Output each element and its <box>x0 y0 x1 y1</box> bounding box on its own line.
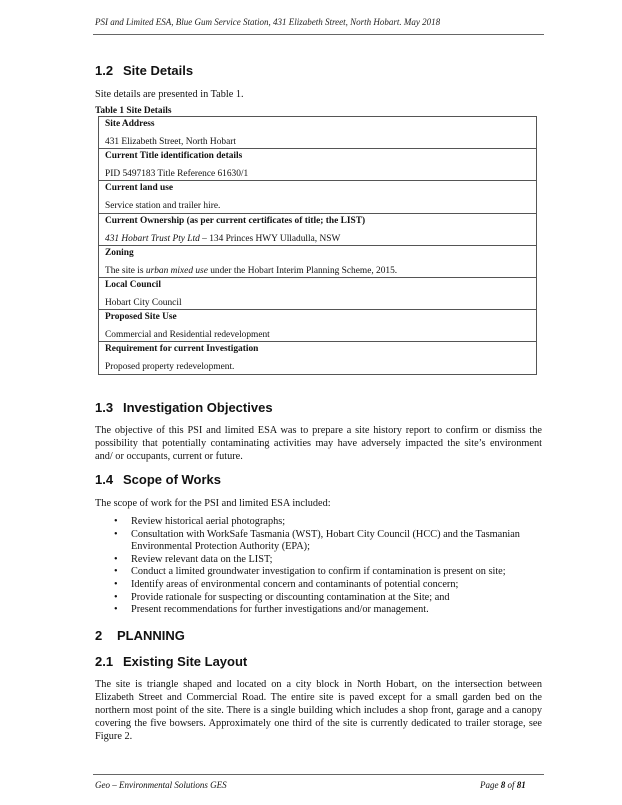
site-details-table <box>98 116 537 375</box>
table-row <box>99 149 537 181</box>
row-value: PID 5497183 Title Reference 61630/1 <box>105 169 249 180</box>
zoning-type: urban mixed use <box>145 265 208 276</box>
footer-rule <box>93 774 544 775</box>
heading-site-details <box>95 63 193 78</box>
zoning-post: under the Hobart Interim Planning Scheme, 2015. <box>207 265 398 276</box>
table-row <box>99 181 537 213</box>
section-number: 1.2 <box>95 63 114 78</box>
site-layout-paragraph: The site is triangle shaped and located on a city block in North Hobart, on the intersection between Elizabeth Street and Commercial Road. The entire site is paved except for a small garden bed on the northern most point of the site. There is a single building which includes a shop front, garage and a canopy covering the five bowsers. Approximately one third of the site is currently dedicated to trailer storage, see Figure 2. <box>95 679 542 742</box>
site-details-intro: Site details are presented in Table 1. <box>95 89 244 100</box>
page-current: 8 <box>500 780 506 790</box>
heading-investigation-objectives <box>95 400 273 415</box>
row-value: Commercial and Residential redevelopment <box>105 330 270 341</box>
scope-intro: The scope of work for the PSI and limited ESA included: <box>95 498 331 509</box>
section-number: 1.4 <box>95 472 114 487</box>
section-number: 2.1 <box>95 654 114 669</box>
section-number: 1.3 <box>95 400 114 415</box>
bullet-icon: • <box>114 553 118 565</box>
list-item-text: Present recommendations for further investigations and/or management. <box>131 604 429 616</box>
page-of: of <box>505 780 517 790</box>
zoning-pre: The site is <box>105 265 146 276</box>
bullet-icon: • <box>114 516 118 527</box>
bullet-icon: • <box>114 591 118 603</box>
bullet-icon: • <box>114 566 118 578</box>
list-item <box>113 516 543 529</box>
row-label: Site Address <box>105 119 155 129</box>
list-item <box>113 529 543 554</box>
scope-bullet-list <box>113 516 543 617</box>
heading-existing-site-layout <box>95 654 247 669</box>
row-label: Requirement for current Investigation <box>105 344 259 355</box>
table-row <box>99 310 537 342</box>
section-number: 2 <box>95 628 103 643</box>
section-title: PLANNING <box>117 628 185 643</box>
row-label: Proposed Site Use <box>105 312 177 323</box>
table-caption: Table 1 Site Details <box>95 106 172 116</box>
heading-scope-of-works <box>95 472 221 487</box>
bullet-icon: • <box>114 604 118 616</box>
list-item <box>113 604 543 617</box>
table-row <box>99 245 537 277</box>
section-title: Site Details <box>123 63 194 78</box>
list-item-text: Conduct a limited groundwater investigation to confirm if contamination is present on site; <box>131 566 506 578</box>
row-label: Current Title identification details <box>105 151 243 162</box>
list-item-text: Review relevant data on the LIST; <box>131 553 273 565</box>
row-label: Current land use <box>105 183 174 194</box>
list-item-text: Review historical aerial photographs; <box>131 516 286 527</box>
row-label: Zoning <box>105 247 134 258</box>
table-row <box>99 213 537 245</box>
list-item-text: Provide rationale for suspecting or discounting contamination at the Site; and <box>131 591 450 603</box>
list-item-text: Consultation with WorkSafe Tasmania (WST), Hobart City Council (HCC) and the Tasmanian Environmental Protection Authority (EPA); <box>131 528 520 553</box>
section-title: Investigation Objectives <box>123 400 273 415</box>
row-value: Proposed property redevelopment. <box>105 362 235 373</box>
bullet-icon: • <box>114 578 118 590</box>
running-header: PSI and Limited ESA, Blue Gum Service Station, 431 Elizabeth Street, North Hobart. May 2018 <box>95 17 441 27</box>
page-total: 81 <box>516 780 526 790</box>
footer-page-number <box>480 780 526 790</box>
bullet-icon: • <box>114 528 118 540</box>
page-prefix: Page <box>480 780 501 790</box>
header-rule <box>93 34 544 35</box>
row-label: Current Ownership (as per current certificates of title; the LIST) <box>105 215 366 226</box>
list-item-text: Identify areas of environmental concern and contaminants of potential concern; <box>131 578 459 590</box>
owner-name: 431 Hobart Trust Pty Ltd <box>105 233 200 244</box>
table-row <box>99 277 537 309</box>
row-value <box>105 233 529 245</box>
list-item <box>113 592 543 605</box>
owner-address: – 134 Princes HWY Ulladulla, NSW <box>199 233 341 244</box>
row-value: Hobart City Council <box>105 297 182 308</box>
section-title: Existing Site Layout <box>123 654 248 669</box>
row-value: 431 Elizabeth Street, North Hobart <box>105 137 236 147</box>
row-value <box>105 265 529 277</box>
footer-company: Geo – Environmental Solutions GES <box>95 780 227 790</box>
list-item <box>113 579 543 592</box>
list-item <box>113 554 543 567</box>
row-value: Service station and trailer hire. <box>105 201 221 212</box>
table-row <box>99 117 537 149</box>
row-label: Local Council <box>105 279 161 290</box>
section-title: Scope of Works <box>123 472 222 487</box>
list-item <box>113 566 543 579</box>
heading-planning <box>95 628 185 643</box>
objectives-paragraph: The objective of this PSI and limited ESA was to prepare a site history report to confirm or dismiss the possibility that potentially contaminating activities may have adversely impacted the site’s environment and/ or occupants, current or future. <box>95 425 542 462</box>
table-row <box>99 342 537 374</box>
